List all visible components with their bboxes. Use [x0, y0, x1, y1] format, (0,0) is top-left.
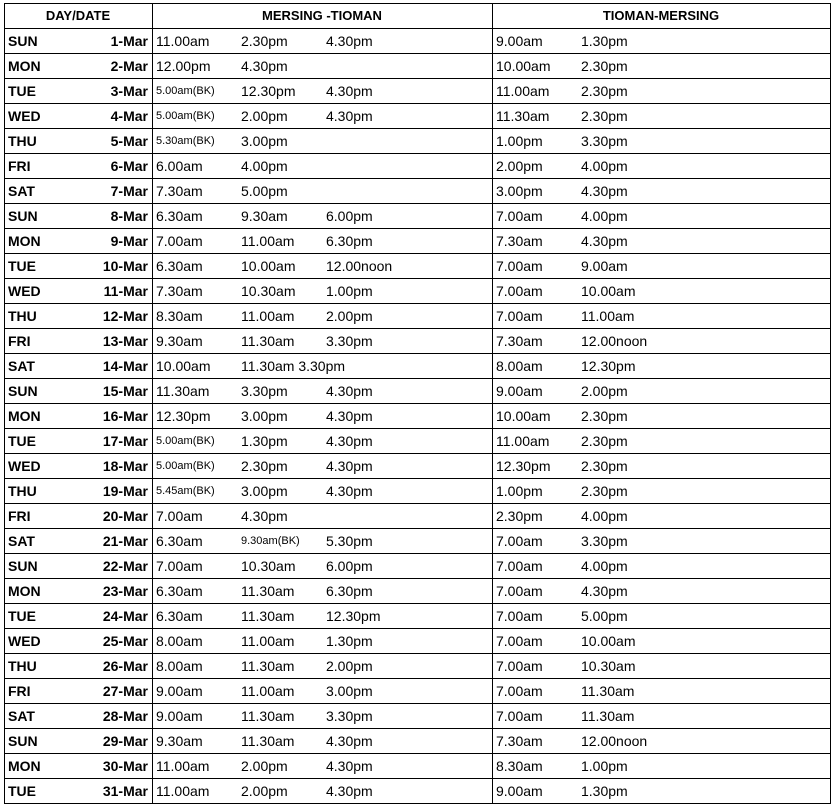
- mersing-tioman-time-3: 4.30pm: [326, 33, 373, 49]
- tioman-mersing-time-1: 7.00am: [496, 283, 543, 299]
- mersing-tioman-time-2: 2.30pm: [241, 458, 288, 474]
- date-cell: 5-Mar: [110, 133, 148, 149]
- day-cell: WED: [8, 633, 41, 649]
- tioman-mersing-time-1: 7.00am: [496, 208, 543, 224]
- tioman-mersing-time-2: 4.00pm: [581, 508, 628, 524]
- tioman-mersing-time-1: 7.30am: [496, 233, 543, 249]
- table-row: [4, 379, 831, 404]
- mersing-tioman-time-2: 9.30am: [241, 208, 288, 224]
- mersing-tioman-time-2: 5.00pm: [241, 183, 288, 199]
- mersing-tioman-time-2: 11.30am: [241, 608, 295, 624]
- tioman-mersing-time-2: 1.30pm: [581, 783, 628, 799]
- tioman-mersing-time-2: 4.00pm: [581, 558, 628, 574]
- tioman-mersing-time-1: 8.00am: [496, 358, 543, 374]
- day-cell: THU: [8, 308, 37, 324]
- day-cell: WED: [8, 458, 41, 474]
- table-row: [4, 404, 831, 429]
- tioman-mersing-time-2: 4.00pm: [581, 208, 628, 224]
- table-body: [4, 29, 831, 804]
- tioman-mersing-time-2: 1.30pm: [581, 33, 628, 49]
- day-cell: SUN: [8, 558, 38, 574]
- date-cell: 20-Mar: [102, 508, 148, 524]
- tioman-mersing-time-2: 2.00pm: [581, 383, 628, 399]
- day-cell: TUE: [8, 433, 36, 449]
- mersing-tioman-time-2: 2.00pm: [241, 758, 288, 774]
- tioman-mersing-time-2: 3.30pm: [581, 533, 628, 549]
- mersing-tioman-time-3: 1.00pm: [326, 283, 373, 299]
- tioman-mersing-time-1: 7.30am: [496, 333, 543, 349]
- day-cell: SAT: [8, 358, 35, 374]
- mersing-tioman-time-3: 4.30pm: [326, 458, 373, 474]
- tioman-mersing-time-1: 7.00am: [496, 258, 543, 274]
- table-row: [4, 104, 831, 129]
- day-cell: MON: [8, 58, 41, 74]
- day-cell: TUE: [8, 83, 36, 99]
- mersing-tioman-time-3: 4.30pm: [326, 483, 373, 499]
- mersing-tioman-time-1: 11.00am: [156, 758, 210, 774]
- date-cell: 31-Mar: [102, 783, 148, 799]
- tioman-mersing-time-2: 4.30pm: [581, 233, 628, 249]
- tioman-mersing-time-1: 11.00am: [496, 83, 550, 99]
- mersing-tioman-time-2: 11.00am: [241, 233, 295, 249]
- tioman-mersing-time-2: 4.00pm: [581, 158, 628, 174]
- mersing-tioman-time-1: 12.30pm: [156, 408, 211, 424]
- date-cell: 6-Mar: [110, 158, 148, 174]
- mersing-tioman-time-3: 3.00pm: [326, 683, 373, 699]
- table-row: [4, 129, 831, 154]
- mersing-tioman-time-2: 10.30am: [241, 283, 296, 299]
- day-cell: MON: [8, 758, 41, 774]
- tioman-mersing-time-2: 2.30pm: [581, 433, 628, 449]
- header-mersing-tioman: MERSING -TIOMAN: [262, 8, 382, 23]
- tioman-mersing-time-2: 4.30pm: [581, 583, 628, 599]
- day-cell: SUN: [8, 383, 38, 399]
- tioman-mersing-time-1: 1.00pm: [496, 483, 543, 499]
- day-cell: MON: [8, 583, 41, 599]
- tioman-mersing-time-1: 2.30pm: [496, 508, 543, 524]
- tioman-mersing-time-1: 2.00pm: [496, 158, 543, 174]
- mersing-tioman-time-2: 11.30am: [241, 733, 295, 749]
- mersing-tioman-time-2: 11.00am: [241, 633, 295, 649]
- date-cell: 1-Mar: [110, 33, 148, 49]
- mersing-tioman-time-1: 6.00am: [156, 158, 203, 174]
- mersing-tioman-time-1: 12.00pm: [156, 58, 211, 74]
- mersing-tioman-time-1: 5.45am(BK): [156, 485, 215, 497]
- day-cell: THU: [8, 483, 37, 499]
- tioman-mersing-time-1: 7.00am: [496, 708, 543, 724]
- day-cell: SUN: [8, 33, 38, 49]
- mersing-tioman-time-2: 3.00pm: [241, 133, 288, 149]
- mersing-tioman-time-2: 1.30pm: [241, 433, 288, 449]
- date-cell: 21-Mar: [102, 533, 148, 549]
- table-row: [4, 779, 831, 804]
- mersing-tioman-time-3: 4.30pm: [326, 83, 373, 99]
- table-row: [4, 529, 831, 554]
- date-cell: 18-Mar: [102, 458, 148, 474]
- mersing-tioman-time-3: 3.30pm: [326, 333, 373, 349]
- date-cell: 2-Mar: [110, 58, 148, 74]
- mersing-tioman-time-2: 9.30am(BK): [241, 535, 300, 547]
- tioman-mersing-time-1: 1.00pm: [496, 133, 543, 149]
- date-cell: 16-Mar: [102, 408, 148, 424]
- mersing-tioman-time-3: 6.00pm: [326, 558, 373, 574]
- mersing-tioman-time-3: 4.30pm: [326, 108, 373, 124]
- day-cell: SAT: [8, 708, 35, 724]
- mersing-tioman-time-3: 4.30pm: [326, 408, 373, 424]
- mersing-tioman-time-3: 3.30pm: [326, 708, 373, 724]
- mersing-tioman-time-2: 4.30pm: [241, 508, 288, 524]
- table-row: [4, 354, 831, 379]
- day-cell: WED: [8, 108, 41, 124]
- mersing-tioman-time-2: 3.00pm: [241, 483, 288, 499]
- table-row: [4, 304, 831, 329]
- mersing-tioman-time-1: 5.00am(BK): [156, 460, 215, 472]
- mersing-tioman-time-1: 9.30am: [156, 733, 203, 749]
- table-row: [4, 229, 831, 254]
- date-cell: 13-Mar: [102, 333, 148, 349]
- mersing-tioman-time-3: 4.30pm: [326, 783, 373, 799]
- table-row: [4, 654, 831, 679]
- tioman-mersing-time-2: 10.30am: [581, 658, 636, 674]
- date-cell: 24-Mar: [102, 608, 148, 624]
- mersing-tioman-time-1: 10.00am: [156, 358, 211, 374]
- mersing-tioman-time-2: 10.00am: [241, 258, 296, 274]
- day-cell: SAT: [8, 183, 35, 199]
- date-cell: 19-Mar: [102, 483, 148, 499]
- table-row: [4, 629, 831, 654]
- date-cell: 23-Mar: [102, 583, 148, 599]
- mersing-tioman-time-3: 1.30pm: [326, 633, 373, 649]
- day-cell: THU: [8, 133, 37, 149]
- date-cell: 14-Mar: [102, 358, 148, 374]
- mersing-tioman-time-1: 9.30am: [156, 333, 203, 349]
- date-cell: 27-Mar: [102, 683, 148, 699]
- tioman-mersing-time-1: 10.00am: [496, 58, 551, 74]
- date-cell: 29-Mar: [102, 733, 148, 749]
- mersing-tioman-time-1: 5.00am(BK): [156, 110, 215, 122]
- tioman-mersing-time-2: 2.30pm: [581, 83, 628, 99]
- table-row: [4, 754, 831, 779]
- tioman-mersing-time-1: 7.00am: [496, 608, 543, 624]
- mersing-tioman-time-1: 7.30am: [156, 183, 203, 199]
- mersing-tioman-time-3: 6.00pm: [326, 208, 373, 224]
- table-row: [4, 179, 831, 204]
- mersing-tioman-time-1: 8.00am: [156, 633, 203, 649]
- tioman-mersing-time-2: 2.30pm: [581, 483, 628, 499]
- table-row: [4, 454, 831, 479]
- mersing-tioman-time-1: 8.00am: [156, 658, 203, 674]
- date-cell: 3-Mar: [110, 83, 148, 99]
- tioman-mersing-time-1: 9.00am: [496, 783, 543, 799]
- mersing-tioman-time-2: 3.00pm: [241, 408, 288, 424]
- day-cell: MON: [8, 233, 41, 249]
- mersing-tioman-time-2: 2.00pm: [241, 783, 288, 799]
- tioman-mersing-time-1: 9.00am: [496, 33, 543, 49]
- tioman-mersing-time-1: 7.00am: [496, 583, 543, 599]
- tioman-mersing-time-1: 9.00am: [496, 383, 543, 399]
- mersing-tioman-time-1: 6.30am: [156, 583, 203, 599]
- mersing-tioman-time-1: 8.30am: [156, 308, 203, 324]
- table-row: [4, 79, 831, 104]
- mersing-tioman-time-3: 4.30pm: [326, 758, 373, 774]
- table-row: [4, 54, 831, 79]
- mersing-tioman-time-1: 11.00am: [156, 33, 210, 49]
- table-row: [4, 679, 831, 704]
- ferry-schedule-table: [4, 3, 831, 804]
- tioman-mersing-time-2: 2.30pm: [581, 458, 628, 474]
- mersing-tioman-time-2: 3.30pm: [241, 383, 288, 399]
- mersing-tioman-time-3: 4.30pm: [326, 733, 373, 749]
- tioman-mersing-time-2: 11.30am: [581, 708, 635, 724]
- header-day-date: DAY/DATE: [45, 8, 111, 23]
- table-row: [4, 554, 831, 579]
- tioman-mersing-time-2: 12.00noon: [581, 733, 648, 749]
- mersing-tioman-time-2: 4.30pm: [241, 58, 288, 74]
- day-cell: TUE: [8, 258, 36, 274]
- mersing-tioman-time-2: 2.30pm: [241, 33, 288, 49]
- mersing-tioman-time-1: 5.00am(BK): [156, 435, 215, 447]
- date-cell: 22-Mar: [102, 558, 148, 574]
- mersing-tioman-time-2: 10.30am: [241, 558, 296, 574]
- mersing-tioman-time-3: 2.00pm: [326, 308, 373, 324]
- mersing-tioman-time-2: 4.00pm: [241, 158, 288, 174]
- day-cell: SUN: [8, 733, 38, 749]
- table-row: [4, 429, 831, 454]
- table-row: [4, 154, 831, 179]
- table-header-row: [4, 3, 831, 29]
- tioman-mersing-time-1: 7.00am: [496, 558, 543, 574]
- mersing-tioman-time-1: 6.30am: [156, 533, 203, 549]
- date-cell: 9-Mar: [110, 233, 148, 249]
- date-cell: 26-Mar: [102, 658, 148, 674]
- date-cell: 28-Mar: [102, 708, 148, 724]
- mersing-tioman-time-2: 11.30am: [241, 658, 295, 674]
- mersing-tioman-time-1: 11.30am: [156, 383, 210, 399]
- mersing-tioman-time-1: 9.00am: [156, 708, 203, 724]
- tioman-mersing-time-2: 2.30pm: [581, 408, 628, 424]
- date-cell: 8-Mar: [110, 208, 148, 224]
- tioman-mersing-time-2: 4.30pm: [581, 183, 628, 199]
- day-cell: MON: [8, 408, 41, 424]
- table-row: [4, 729, 831, 754]
- date-cell: 15-Mar: [102, 383, 148, 399]
- table-row: [4, 604, 831, 629]
- date-cell: 12-Mar: [102, 308, 148, 324]
- tioman-mersing-time-2: 1.00pm: [581, 758, 628, 774]
- tioman-mersing-time-2: 2.30pm: [581, 108, 628, 124]
- tioman-mersing-time-1: 7.00am: [496, 658, 543, 674]
- table-row: [4, 329, 831, 354]
- date-cell: 11-Mar: [103, 283, 148, 299]
- mersing-tioman-time-3: 4.30pm: [326, 433, 373, 449]
- mersing-tioman-time-3: 2.00pm: [326, 658, 373, 674]
- tioman-mersing-time-2: 12.00noon: [581, 333, 648, 349]
- mersing-tioman-time-3: 12.00noon: [326, 258, 393, 274]
- mersing-tioman-time-2: 2.00pm: [241, 108, 288, 124]
- table-row: [4, 579, 831, 604]
- mersing-tioman-time-1: 7.00am: [156, 233, 203, 249]
- tioman-mersing-time-1: 7.00am: [496, 308, 543, 324]
- date-cell: 10-Mar: [102, 258, 148, 274]
- day-cell: FRI: [8, 683, 31, 699]
- date-cell: 17-Mar: [102, 433, 148, 449]
- tioman-mersing-time-1: 12.30pm: [496, 458, 551, 474]
- mersing-tioman-time-2: 11.00am: [241, 308, 295, 324]
- tioman-mersing-time-1: 7.00am: [496, 533, 543, 549]
- mersing-tioman-time-3: 12.30pm: [326, 608, 381, 624]
- mersing-tioman-time-1: 9.00am: [156, 683, 203, 699]
- tioman-mersing-time-2: 11.30am: [581, 683, 635, 699]
- mersing-tioman-time-2: 12.30pm: [241, 83, 296, 99]
- mersing-tioman-time-2: 11.30am: [241, 583, 295, 599]
- tioman-mersing-time-1: 10.00am: [496, 408, 551, 424]
- day-cell: TUE: [8, 783, 36, 799]
- table-row: [4, 254, 831, 279]
- day-cell: WED: [8, 283, 41, 299]
- table-row: [4, 204, 831, 229]
- mersing-tioman-time-1: 5.30am(BK): [156, 135, 215, 147]
- tioman-mersing-time-2: 11.00am: [581, 308, 635, 324]
- tioman-mersing-time-1: 7.00am: [496, 633, 543, 649]
- day-cell: FRI: [8, 158, 31, 174]
- day-cell: FRI: [8, 508, 31, 524]
- table-row: [4, 504, 831, 529]
- table-row: [4, 704, 831, 729]
- date-cell: 25-Mar: [102, 633, 148, 649]
- mersing-tioman-time-2: 11.30am: [241, 333, 295, 349]
- tioman-mersing-time-2: 9.00am: [581, 258, 628, 274]
- date-cell: 30-Mar: [102, 758, 148, 774]
- table-row: [4, 279, 831, 304]
- day-cell: SUN: [8, 208, 38, 224]
- tioman-mersing-time-2: 10.00am: [581, 283, 636, 299]
- date-cell: 7-Mar: [110, 183, 148, 199]
- mersing-tioman-time-3: 5.30pm: [326, 533, 373, 549]
- mersing-tioman-time-1: 5.00am(BK): [156, 85, 215, 97]
- tioman-mersing-time-1: 11.30am: [496, 108, 550, 124]
- tioman-mersing-time-1: 11.00am: [496, 433, 550, 449]
- table-row: [4, 479, 831, 504]
- mersing-tioman-time-1: 7.00am: [156, 508, 203, 524]
- mersing-tioman-time-1: 6.30am: [156, 258, 203, 274]
- mersing-tioman-time-2: 11.30am 3.30pm: [241, 358, 346, 374]
- mersing-tioman-time-3: 4.30pm: [326, 383, 373, 399]
- mersing-tioman-time-2: 11.30am: [241, 708, 295, 724]
- mersing-tioman-time-1: 7.30am: [156, 283, 203, 299]
- day-cell: FRI: [8, 333, 31, 349]
- day-cell: THU: [8, 658, 37, 674]
- tioman-mersing-time-2: 2.30pm: [581, 58, 628, 74]
- tioman-mersing-time-2: 10.00am: [581, 633, 636, 649]
- mersing-tioman-time-1: 6.30am: [156, 208, 203, 224]
- day-cell: TUE: [8, 608, 36, 624]
- mersing-tioman-time-3: 6.30pm: [326, 583, 373, 599]
- table-row: [4, 29, 831, 54]
- mersing-tioman-time-1: 6.30am: [156, 608, 203, 624]
- tioman-mersing-time-1: 7.30am: [496, 733, 543, 749]
- header-tioman-mersing: TIOMAN-MERSING: [602, 8, 720, 23]
- date-cell: 4-Mar: [110, 108, 148, 124]
- mersing-tioman-time-1: 11.00am: [156, 783, 210, 799]
- tioman-mersing-time-2: 12.30pm: [581, 358, 636, 374]
- mersing-tioman-time-1: 7.00am: [156, 558, 203, 574]
- tioman-mersing-time-1: 7.00am: [496, 683, 543, 699]
- tioman-mersing-time-1: 8.30am: [496, 758, 543, 774]
- tioman-mersing-time-2: 5.00pm: [581, 608, 628, 624]
- tioman-mersing-time-2: 3.30pm: [581, 133, 628, 149]
- tioman-mersing-time-1: 3.00pm: [496, 183, 543, 199]
- mersing-tioman-time-3: 6.30pm: [326, 233, 373, 249]
- mersing-tioman-time-2: 11.00am: [241, 683, 295, 699]
- day-cell: SAT: [8, 533, 35, 549]
